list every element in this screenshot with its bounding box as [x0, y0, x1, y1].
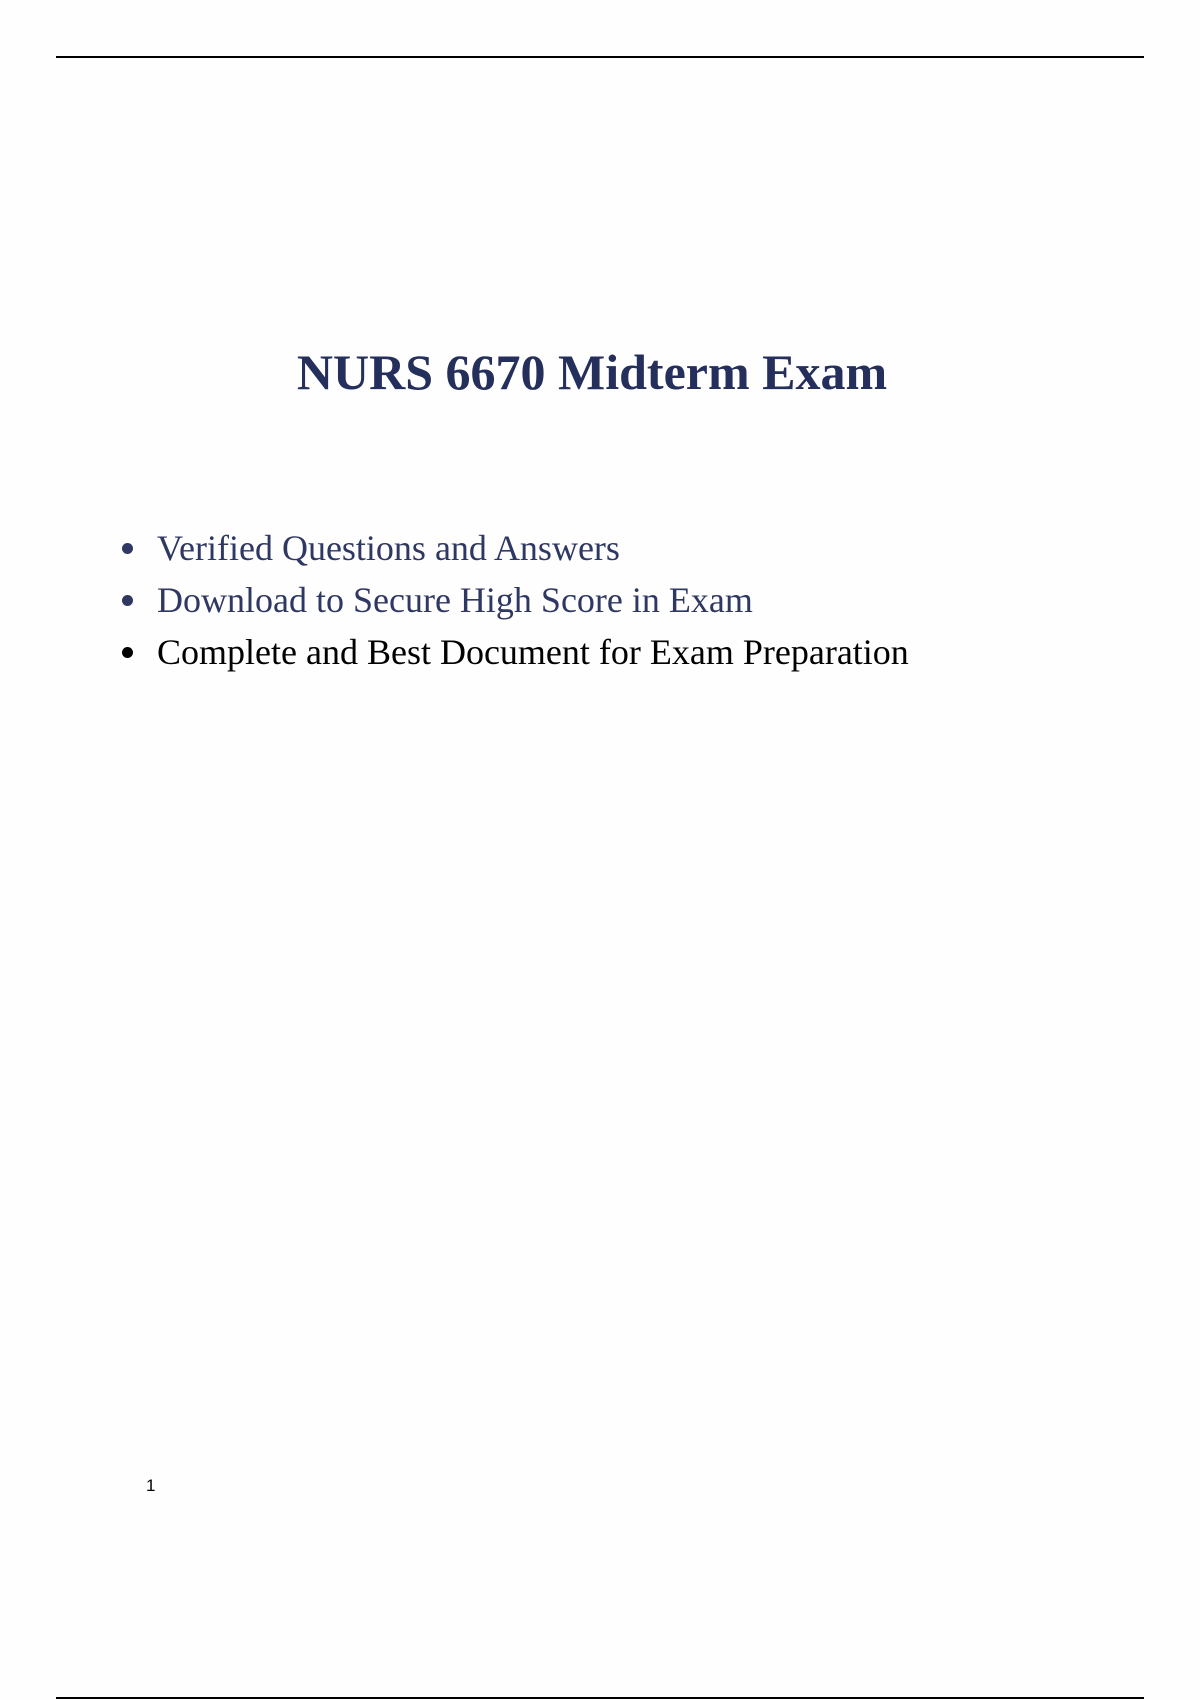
list-item-text: Verified Questions and Answers	[157, 528, 620, 568]
list-item-text: Complete and Best Document for Exam Preparation	[157, 632, 909, 672]
feature-list	[116, 522, 909, 678]
bullet-icon	[122, 543, 133, 554]
list-item	[116, 626, 909, 678]
footer-rule	[56, 1697, 1144, 1699]
bullet-icon	[122, 647, 133, 658]
header-rule	[56, 56, 1144, 58]
document-title: NURS 6670 Midterm Exam	[296, 344, 888, 400]
list-item-text: Download to Secure High Score in Exam	[157, 580, 753, 620]
bullet-icon	[122, 595, 133, 606]
page-number: 1	[146, 1476, 156, 1495]
list-item	[116, 574, 909, 626]
list-item	[116, 522, 909, 574]
